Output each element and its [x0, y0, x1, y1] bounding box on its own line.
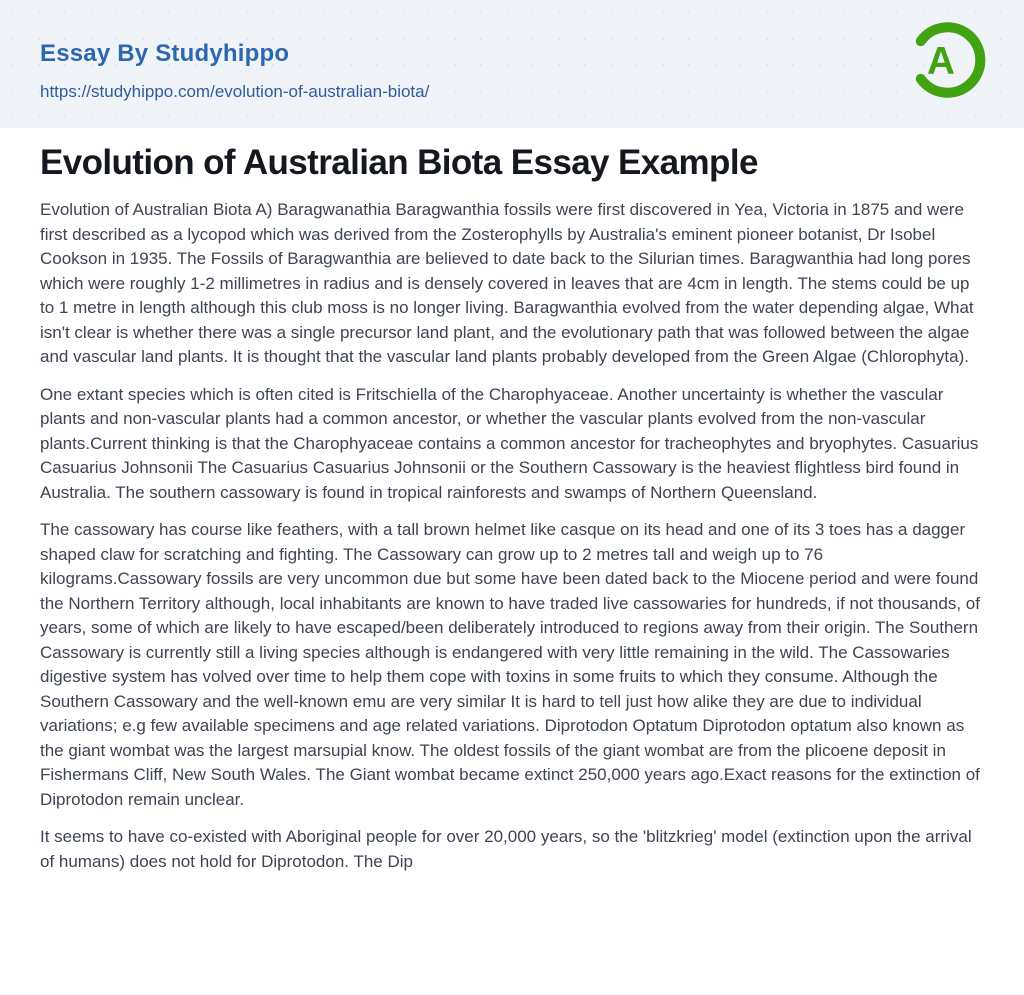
header-text-block [40, 40, 429, 102]
page-url-link[interactable]: https://studyhippo.com/evolution-of-australian-biota/ [40, 82, 430, 101]
site-title: Essay By Studyhippo [40, 40, 290, 67]
logo-letter: A [927, 40, 955, 84]
article-paragraph: It seems to have co-existed with Aboriginal people for over 20,000 years, so the 'blitzkrieg' model (extinction upon the arrival of humans) does not hold for Diprotodon. The Dip [40, 827, 972, 871]
article-paragraph: One extant species which is often cited is Fritschiella of the Charophyaceae. Another uncertainty is whether the vascular plants and non-vascular plants had a common ancestor, or whether the vascular plants evolved from the non-vascular plants.Current thinking is that the Charophyaceae contains a common ancestor for tracheophytes and bryophytes. Casuarius Casuarius Johnsonii The Casuarius Casuarius Johnsonii or the Southern Cassowary is the heaviest flightless bird found in Australia. The southern cassowary is found in tropical rainforests and swamps of Northern Queensland. [40, 384, 979, 502]
studyhippo-logo-icon [904, 18, 988, 102]
article-paragraph: Evolution of Australian Biota A) Baragwanathia Baragwanthia fossils were first discovered in Yea, Victoria in 1875 and were first described as a lycopod which was derived from the Zosterophylls by Australia's eminent pioneer botanist, Dr Isobel Cookson in 1935. The Fossils of Baragwanthia are believed to date back to the Silurian times. Baragwanthia had long pores which were roughly 1-2 millimetres in radius and is densely covered in leaves that are 4cm in length. The stems could be up to 1 metre in length although this club moss is no longer living. Baragwanthia evolved from the water depending algae, What isn't clear is whether there was a single precursor land plant, and the evolutionary path that was followed between the algae and vascular land plants. It is thought that the vascular land plants probably developed from the Green Algae (Chlorophyta). [40, 200, 974, 366]
article-body [40, 198, 984, 874]
article [0, 144, 1024, 874]
article-paragraph: The cassowary has course like feathers, with a tall brown helmet like casque on its head and one of its 3 toes has a dagger shaped claw for scratching and fighting. The Cassowary can grow up to 2 metres tall and weigh up to 76 kilograms.Cassowary fossils are very uncommon due but some have been dated back to the Miocene period and were found the Northern Territory although, local inhabitants are known to have traded live cassowaries for hundreds, if not thousands, of years, some of which are likely to have escaped/been deliberately introduced to regions away from their origin. The Southern Cassowary is currently still a living species although is endangered with very little remaining in the wild. The Cassowaries digestive system has volved over time to help them cope with toxins in some fruits to which they consume. Although the Southern Cassowary and the well-known emu are very similar It is hard to tell just how alike they are due to individual variations; e.g few available specimens and age related variations. Diprotodon Optatum Diprotodon optatum also known as the giant wombat was the largest marsupial know. The oldest fossils of the giant wombat are from the plicoene deposit in Fishermans Cliff, New South Wales. The Giant wombat became extinct 250,000 years ago.Exact reasons for the extinction of Diprotodon remain unclear. [40, 520, 980, 809]
site-header [0, 0, 1024, 128]
article-title: Evolution of Australian Biota Essay Example [40, 143, 758, 182]
